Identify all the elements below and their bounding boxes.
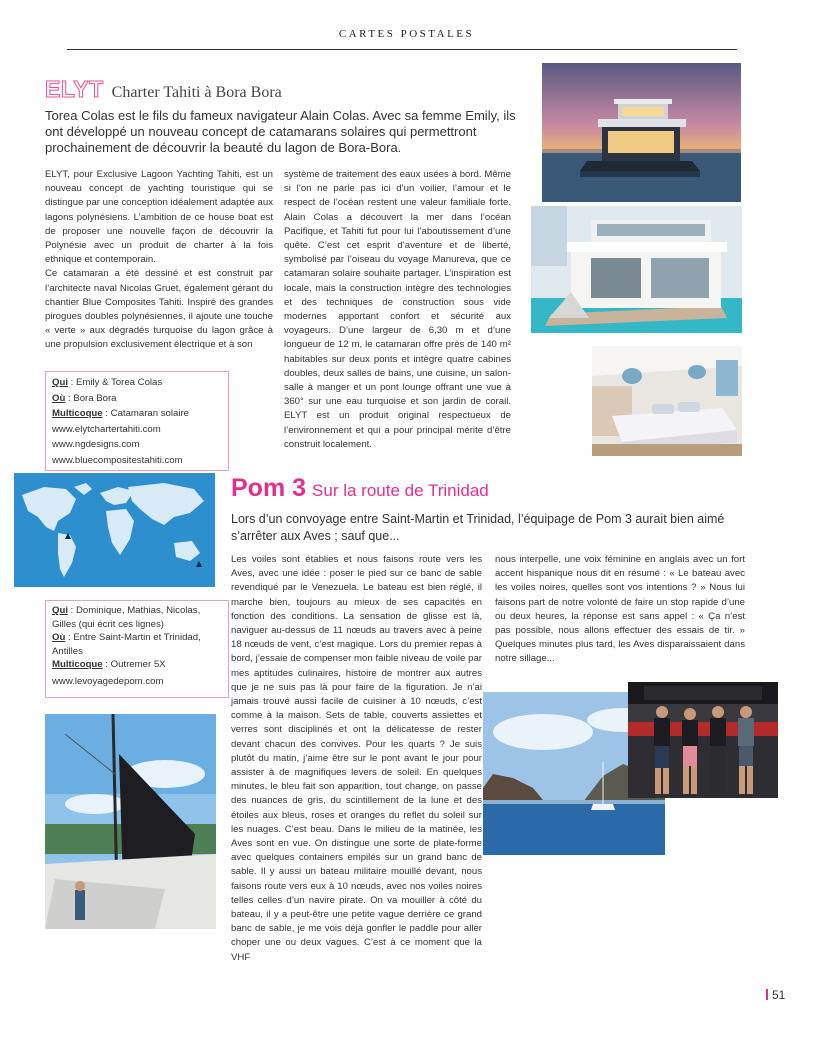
elyt-info-box (45, 371, 229, 471)
elyt-cabin-photo (592, 346, 742, 456)
pom3-info-ou: Où : Entre Saint-Martin et Trinidad, Antilles (52, 632, 201, 657)
pom3-column-1: Les voiles sont établies et nous faisons route vers les Aves, avec une idée : poser le pied sur ce banc de sable revendiqué par le Venezuela. Le bateau est bien réglé, il marche bien, toujours au mieux de ses capacités en fonction des conditions. La sensation de glisse est là, naviguer au-dessus de 11 nœuds au travers avec à peine 18 nœuds de vent, c’est magique. Lors du premier repas à bord, j’essaie de compenser mon faible niveau de voile par mes aptitudes culinaires, histoire de montrer aux autres que je ne suis pas là pour faire de la figuration. Je n’ai jamais trouvé aussi facile de cuisiner à 10 nœuds, c’est comme à la maison. Sets de table, couverts assiettes et verres sont disciplinés et ont la délicatesse de rester devant chacun des convives. Pour les quarts ? Je suis plutôt du matin, j’aime être sur le pont avant le jour pour assister à de magnifiques levers de soleil. En quelques minutes, le bleu fait son apparition, tout change, on passe des nuances de gris, du scintillement de la lune et des étoiles aux bleus, roses et oranges du reflet du soleil sur les nuages. C’est beau. Dans le milieu de la matinée, les Aves sont en vue. On distingue une sorte de plate-forme avec quelques containers empilés sur un grand banc de sable. Il y aussi un bateau militaire mouillé devant, nous faisons route vers eux à 10 nœuds, avec nos voiles noires telles celles d’un navire pirate. On va mouiller à côté du bateau, il y a peut-être une petite vague derrière ce grand banc de sable, je me vois déjà gonfler le paddle pour aller choper une ou deux vagues. C’est à ce moment que la VHF (231, 554, 482, 963)
pom3-intro: Lors d’un convoyage entre Saint-Martin et Trinidad, l’équipage de Pom 3 aurait bien aimé s’arrêter aux Aves ; sauf que... (231, 512, 725, 543)
pom3-name: Pom 3 (231, 474, 307, 502)
pom3-column-2: nous interpelle, une voix féminine en anglais avec un fort accent hispanique nous dit en résumé : « Le bateau avec les voiles noires, quelles sont vos intentions ? » Nous lui faisons part de notre volonté de faire un stop rapide d’une ou deux heures, la réponse est sans appel : « Ça n’est pas possible, nous allons effectuer des essais de tir. » Quelques minutes plus tard, les Aves disparaissaient dans notre sillage... (495, 554, 745, 665)
elyt-info-ou: Où : Bora Bora (52, 392, 117, 404)
pom3-info-qui: Qui : Dominique, Mathias, Nicolas, Gilles (qui écrit ces lignes) (52, 605, 201, 630)
elyt-title (45, 76, 282, 103)
pom3-info-box (45, 600, 229, 698)
pom3-link-levoyagedepom[interactable]: www.levoyagedepom.com (52, 675, 164, 687)
pom3-crew-photo (628, 682, 778, 798)
elyt-link-ngdesigns[interactable]: www.ngdesigns.com (52, 439, 140, 450)
pom3-info-multicoque: Multicoque : Outremer 5X (52, 659, 166, 670)
pom3-subtitle: Sur la route de Trinidad (312, 481, 489, 500)
elyt-sunset-catamaran-photo (542, 63, 741, 202)
elyt-link-elytcharter[interactable]: www.elytchartertahiti.com (52, 423, 161, 435)
elyt-paragraph-1: ELYT, pour Exclusive Lagoon Yachting Tahiti, est un nouveau concept de yachting touristique qui se distingue par une conception idéalement adaptée aux lagons polynésiens. L’ambition de ce house boat est de proposer une nouvelle façon de découvrir la Polynésie avec un produit de charter à la fois ethnique et contemporain. (45, 169, 273, 266)
pom3-title (231, 474, 489, 503)
header-divider (67, 49, 737, 50)
page-number: 51 (766, 988, 785, 1002)
elyt-intro: Torea Colas est le fils du fameux navigateur Alain Colas. Avec sa femme Emily, ils ont développé un nouveau concept de catamarans solaires qui permettront prochainement de découvrir la beauté du lagon de Bora-Bora. (45, 108, 516, 155)
page-number-marker (766, 989, 768, 1000)
elyt-column-1 (45, 168, 273, 353)
elyt-info-multicoque: Multicoque : Catamaran solaire (52, 408, 190, 419)
world-map (14, 473, 215, 587)
elyt-info-qui: Qui : Emily & Torea Colas (52, 377, 163, 388)
pom3-deck-photo (45, 714, 216, 929)
elyt-name: ELYT (45, 76, 104, 102)
elyt-link-bluecomposites[interactable]: www.bluecompositestahiti.com (52, 454, 183, 466)
elyt-render-photo (531, 206, 742, 333)
elyt-paragraph-2: Ce catamaran a été dessiné et est construit par l’architecte naval Nicolas Gruet, également gérant du chantier Blue Composites Tahiti. Inspiré des grandes pirogues doubles polynésiennes, il ajoute une touche « verte » aux dégradés turquoise du lagon grâce à une propulsion exclusivement électrique et à son (45, 268, 273, 351)
elyt-column-2: système de traitement des eaux usées à bord. Même si l’on ne parle pas ici d’un voilier, l’amour et le respect de l’océan restent une valeur familiale forte. Alain Colas a découvert la mer dans l’océan Pacifique, et Tahiti fut pour lui l’aboutissement d’une quête. C’est cet esprit d’aventure et de liberté, symbolisé par l’oiseau du voyage Manureva, que ce catamaran solaire souhaite partager. L’inspiration est locale, mais la construction intègre des technologies et des techniques de construction sous vide modernes apportant confort et sécurité aux voyageurs. D’une largeur de 6,30 m et d’une longueur de 12 m, le catamaran offre près de 140 m² habitables sur deux ponts et intègre quatre cabines doubles, deux salles de bains, une cuisine, un salon-salle à manger et un pont lounge offrant une vue à 360° sur une eau turquoise et son jardin de corail. ELYT est un produit original respectueux de l’environnement et qui a pour principal mérite d’être construit localement. (284, 169, 511, 450)
section-header: CARTES POSTALES (338, 28, 475, 40)
elyt-subtitle: Charter Tahiti à Bora Bora (111, 84, 282, 101)
